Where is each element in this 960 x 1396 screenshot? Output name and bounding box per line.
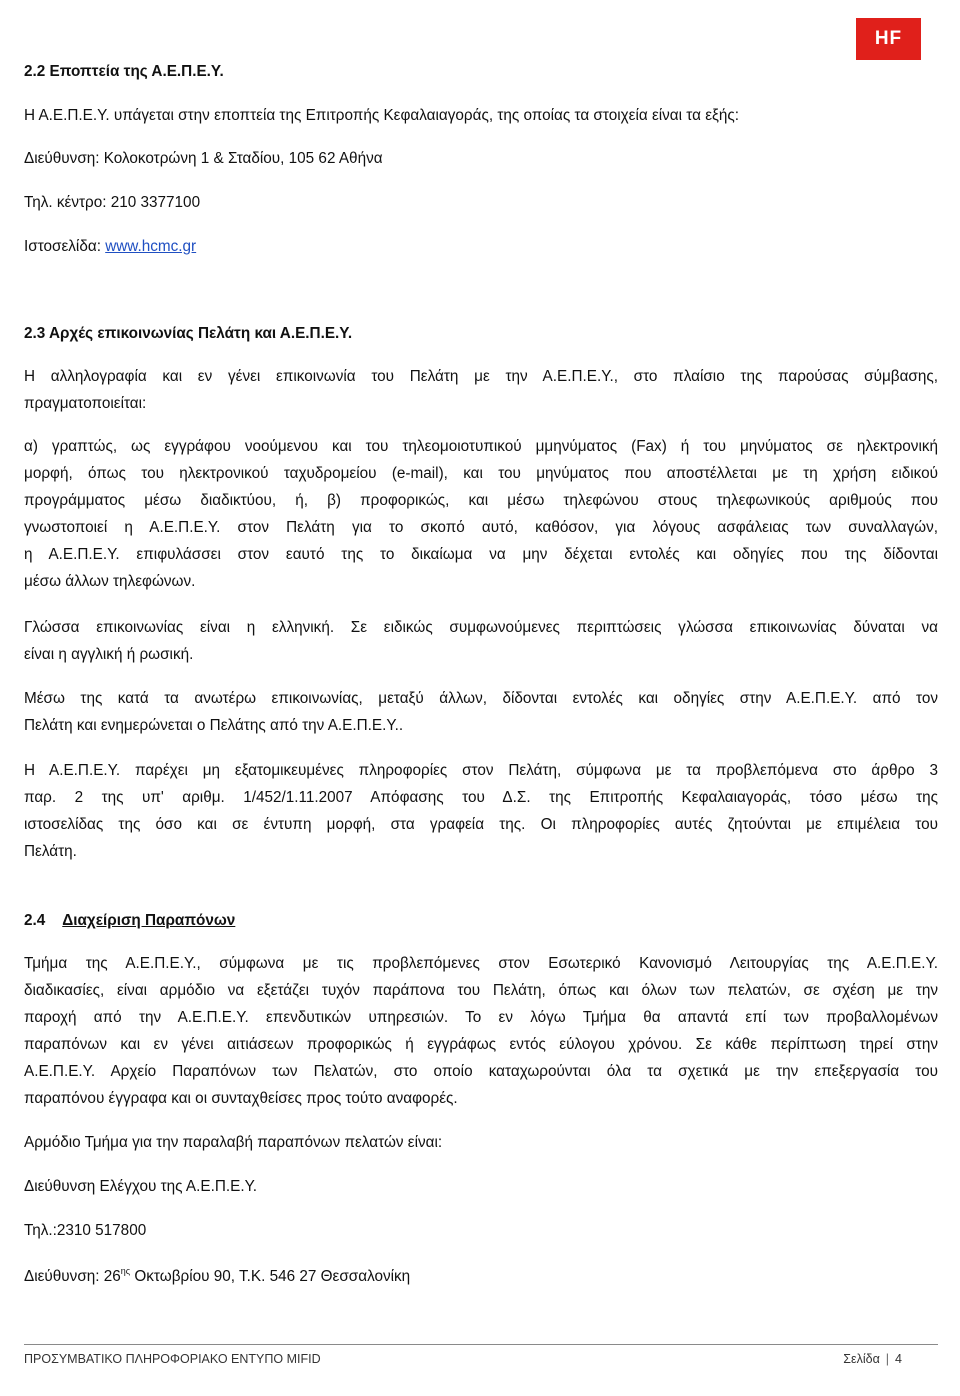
paragraph-line: παραπόνου έγγραφα και οι συνταχθείσες προς τούτο αναφορές.	[24, 1090, 458, 1107]
paragraph-line: είναι η αγγλική ή ρωσική.	[24, 646, 194, 663]
complaints-responsible: Αρμόδιο Τμήμα για την παραλαβή παραπόνων πελατών είναι:	[24, 1134, 443, 1151]
paragraph-line: παρ. 2 της υπ' αριθμ. 1/452/1.11.2007 Απόφασης του Δ.Σ. της Επιτροπής Κεφαλαιαγοράς, τόσο μέσω της	[24, 789, 938, 806]
paragraph-line: Γλώσσα επικοινωνίας είναι η ελληνική. Σε ειδικώς συμφωνούμενες περιπτώσεις γλώσσα επικοινωνίας δύναται να	[24, 619, 938, 636]
footer-divider	[24, 1344, 938, 1345]
paragraph-line: γνωστοποιεί η Α.Ε.Π.Ε.Υ. στον Πελάτη για το σκοπό αυτό, καθόσον, για λόγους ασφάλειας των συναλλαγών,	[24, 519, 938, 536]
section-2-3-heading: 2.3 Αρχές επικοινωνίας Πελάτη και Α.Ε.Π.Ε.Υ.	[24, 325, 353, 342]
paragraph-line: α) γραπτώς, ως εγγράφου νοούμενου και του τηλεομοιοτυπικού μμηνύματος (Fax) ή του μηνύματος σε ηλεκτρονική	[24, 438, 938, 455]
paragraph-line: Πελάτη.	[24, 843, 77, 860]
paragraph-line: μέσω άλλων τηλεφώνων.	[24, 573, 196, 590]
supervisor-phone: Τηλ. κέντρο: 210 3377100	[24, 194, 201, 211]
footer-page	[843, 1352, 902, 1366]
paragraph-line: Πελάτη και ενημερώνεται ο Πελάτης από την Α.Ε.Π.Ε.Υ..	[24, 717, 404, 734]
complaints-address: Διεύθυνση: $26^{\eta\varsigma}$ Οκτωβρίου 90, Τ.Κ. 546 27 Θεσσαλονίκη	[24, 1266, 411, 1285]
supervisor-address: Διεύθυνση: Κολοκοτρώνη 1 & Σταδίου, 105 62 Αθήνα	[24, 150, 383, 167]
paragraph-line: διαδικασίες, είναι αρμόδιο να εξετάζει τυχόν παράπονα του Πελάτη, όπως και όλων των πελατών, σε σχέση με την	[24, 982, 938, 999]
section-2-4-heading	[24, 912, 235, 930]
paragraph-line: πραγματοποιείται:	[24, 395, 147, 412]
paragraph-line: Η αλληλογραφία και εν γένει επικοινωνία του Πελάτη με την Α.Ε.Π.Ε.Υ., στο πλαίσιο της παρούσας σύμβασης,	[24, 368, 938, 385]
paragraph-line: Μέσω της κατά τα ανωτέρω επικοινωνίας, μεταξύ άλλων, δίδονται εντολές και οδηγίες στην Α.Ε.Π.Ε.Υ. από τον	[24, 690, 938, 707]
website-link[interactable]: www.hcmc.gr	[105, 238, 197, 255]
supervisor-website	[24, 238, 196, 256]
paragraph-line: Α.Ε.Π.Ε.Υ. Αρχείο Παραπόνων των Πελατών, στο οποίο καταχωρούνται όλα τα σχετικά με την επεξεργασία του	[24, 1063, 938, 1080]
website-label: Ιστοσελίδα:	[24, 238, 106, 255]
paragraph-line: ιστοσελίδας της όσο και σε έντυπη μορφή, στα γραφεία της. Οι πληροφορίες αυτές ζητούνται με επιμέλεια του	[24, 816, 938, 833]
complaints-department: Διεύθυνση Ελέγχου της Α.Ε.Π.Ε.Υ.	[24, 1178, 258, 1195]
section-2-4-title: Διαχείριση Παραπόνων	[62, 912, 236, 929]
paragraph-line: παροχή από την Α.Ε.Π.Ε.Υ. επενδυτικών υπηρεσιών. Το εν λόγω Τμήμα θα απαντά επί των προβαλλομένων	[24, 1009, 938, 1026]
section-2-2-heading: 2.2 Εποπτεία της Α.Ε.Π.Ε.Υ.	[24, 63, 224, 80]
paragraph-line: Η Α.Ε.Π.Ε.Υ. παρέχει μη εξατομικευμένες πληροφορίες στον Πελάτη, σύμφωνα με τα προβλεπόμενα στο άρθρο 3	[24, 762, 938, 779]
complaints-phone: Τηλ.:2310 517800	[24, 1222, 147, 1239]
page-number: 4	[895, 1352, 902, 1366]
page-label: Σελίδα	[843, 1352, 880, 1366]
paragraph-line: παραπόνων και εν γένει αιτιάσεων προφορικώς ή εγγράφως εντός εύλογου χρόνου. Σε κάθε περίπτωση τηρεί στην	[24, 1036, 938, 1053]
page-separator: |	[885, 1352, 890, 1366]
paragraph-line: προγράμματος μέσω διαδικτύου, ή, β) προφορικώς, και μέσω τηλεφώνου στους τηλεφωνικούς αριθμούς που	[24, 492, 938, 509]
footer-title: ΠΡΟΣΥΜΒΑΤΙΚΟ ΠΛΗΡΟΦΟΡΙΑΚΟ ΕΝΤΥΠΟ MIFID	[24, 1352, 321, 1366]
hf-logo: HF	[856, 18, 921, 60]
section-2-2-intro: Η Α.Ε.Π.Ε.Υ. υπάγεται στην εποπτεία της Επιτροπής Κεφαλαιαγοράς, της οποίας τα στοιχεία είναι τα εξής:	[24, 107, 740, 124]
section-2-4-number: 2.4	[24, 912, 46, 929]
paragraph-line: η Α.Ε.Π.Ε.Υ. επιφυλάσσει στον εαυτό της το δικαίωμα να μην δέχεται εντολές και οδηγίες που της δίδονται	[24, 546, 938, 563]
paragraph-line: μορφή, όπως του ηλεκτρονικού ταχυδρομείου (e-mail), και του μηνύματος που αποστέλλεται με τη χρήση ειδικού	[24, 465, 938, 482]
paragraph-line: Τμήμα της Α.Ε.Π.Ε.Υ., σύμφωνα με τις προβλεπόμενες στον Εσωτερικό Κανονισμό Λειτουργίας της Α.Ε.Π.Ε.Υ.	[24, 955, 938, 972]
